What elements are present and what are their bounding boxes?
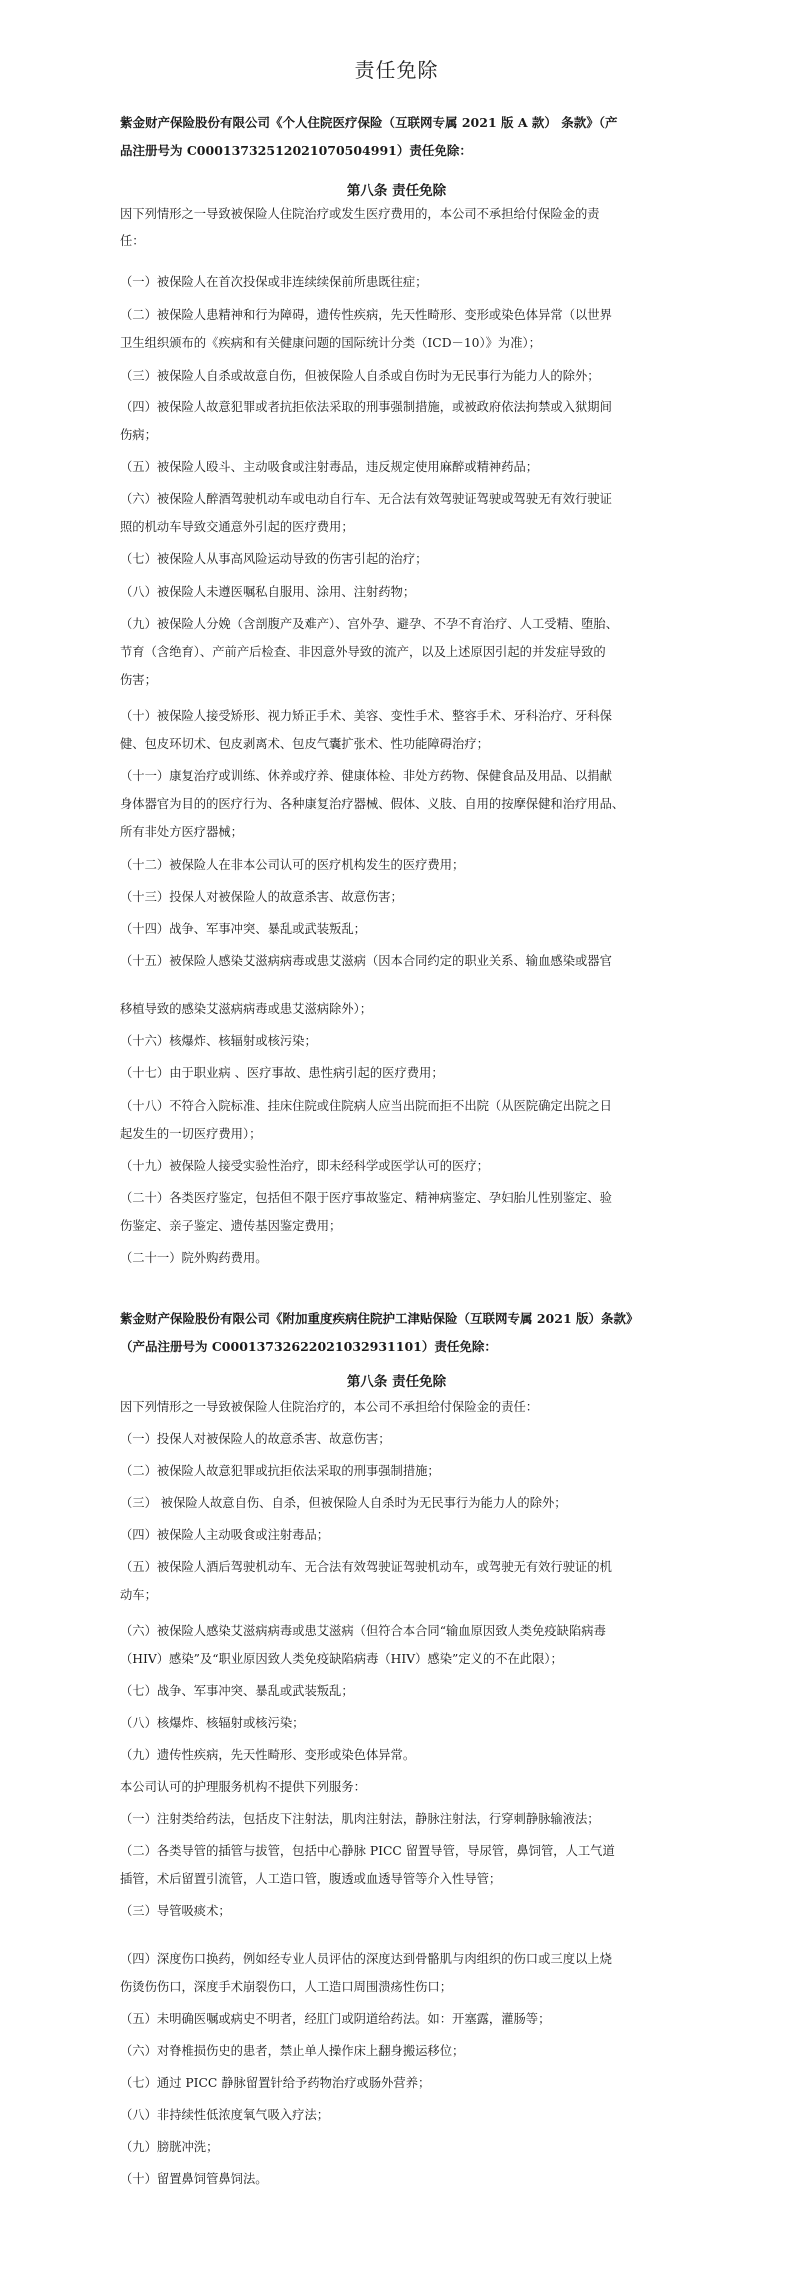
section-2-line: （六）被保险人感染艾滋病病毒或患艾滋病（但符合本合同“输血原因致人类免疫缺陷病毒	[120, 1624, 606, 1638]
section-2-line: （一）投保人对被保险人的故意杀害、故意伤害；	[120, 1432, 391, 1446]
section-2-line: 插管，术后留置引流管，人工造口管，腹透或血透导管等介入性导管；	[120, 1872, 502, 1886]
section-2-line: （一）注射类给药法，包括皮下注射法，肌肉注射法，静脉注射法，行穿刺静脉输液法；	[120, 1812, 600, 1826]
section-2-line: （三） 被保险人故意自伤、自杀，但被保险人自杀时为无民事行为能力人的除外；	[120, 1496, 567, 1510]
section-1-line: 因下列情形之一导致被保险人住院治疗或发生医疗费用的，本公司不承担给付保险金的责	[120, 207, 600, 221]
section-1-line: （十）被保险人接受矫形、视力矫正手术、美容、变性手术、整容手术、牙科治疗、牙科保	[120, 709, 612, 723]
section-1-line: （九）被保险人分娩（含剖腹产及难产）、宫外孕、避孕、不孕不育治疗、人工受精、堕胎、	[120, 617, 619, 631]
section-1-line: （十八）不符合入院标准、挂床住院或住院病人应当出院而拒不出院（从医院确定出院之日	[120, 1099, 612, 1113]
section-2-line: （九）膀胱冲洗；	[120, 2140, 219, 2154]
section-1-line: （十三）投保人对被保险人的故意杀害、故意伤害；	[120, 890, 403, 904]
section-1-line: （六）被保险人醉酒驾驶机动车或电动自行车、无合法有效驾驶证驾驶或驾驶无有效行驶证	[120, 492, 612, 506]
section-1-line: 节育（含绝育）、产前产后检查、非因意外导致的流产，以及上述原因引起的并发症导致的	[120, 645, 606, 659]
section-1-line: （十四）战争、军事冲突、暴乱或武装叛乱；	[120, 922, 366, 936]
section-1-line: （十五）被保险人感染艾滋病病毒或患艾滋病（因本合同约定的职业关系、输血感染或器官	[120, 954, 612, 968]
section-1-line: （十九）被保险人接受实验性治疗，即未经科学或医学认可的医疗；	[120, 1159, 489, 1173]
section-1-line: 伤鉴定、亲子鉴定、遗传基因鉴定费用；	[120, 1219, 342, 1233]
section-1-heading-line: 紫金财产保险股份有限公司《个人住院医疗保险（互联网专属 2021 版 A 款） 条款》（产	[120, 115, 618, 130]
section-2-line: （四）被保险人主动吸食或注射毒品；	[120, 1528, 330, 1542]
section-1-line: （二）被保险人患精神和行为障碍，遗传性疾病，先天性畸形、变形或染色体异常（以世界	[120, 308, 612, 322]
section-2-line: （四）深度伤口换药，例如经专业人员评估的深度达到骨骼肌与肉组织的伤口或三度以上烧	[120, 1952, 612, 1966]
section-1-line: （一）被保险人在首次投保或非连续续保前所患既往症；	[120, 275, 428, 289]
section-2-line: （九）遗传性疾病，先天性畸形、变形或染色体异常。	[120, 1748, 416, 1762]
section-1-line: （三）被保险人自杀或故意自伤，但被保险人自杀或自伤时为无民事行为能力人的除外；	[120, 369, 600, 383]
section-2-line: 伤烫伤伤口，深度手术崩裂伤口，人工造口周围溃疡性伤口；	[120, 1980, 453, 1994]
section-1-line: 所有非处方医疗器械；	[120, 825, 243, 839]
page-title: 责任免除	[354, 58, 439, 82]
section-2-line: （HIV）感染”及“职业原因致人类免疫缺陷病毒（HIV）感染”定义的不在此限）；	[120, 1652, 563, 1666]
section-1-line: 身体器官为目的的医疗行为、各种康复治疗器械、假体、义肢、自用的按摩保健和治疗用品、	[120, 797, 625, 811]
section-1-line: （四）被保险人故意犯罪或者抗拒依法采取的刑事强制措施，或被政府依法拘禁或入狱期间	[120, 400, 612, 414]
section-1-line: （十二）被保险人在非本公司认可的医疗机构发生的医疗费用；	[120, 858, 465, 872]
section-1-line: 移植导致的感染艾滋病病毒或患艾滋病除外）；	[120, 1002, 373, 1016]
section-1-line: 健、包皮环切术、包皮剥离术、包皮气囊扩张术、性功能障碍治疗；	[120, 737, 489, 751]
section-2-line: （六）对脊椎损伤史的患者，禁止单人操作床上翻身搬运移位；	[120, 2044, 465, 2058]
section-1-line: 起发生的一切医疗费用）；	[120, 1127, 262, 1141]
section-2-line: （八）非持续性低浓度氧气吸入疗法；	[120, 2108, 330, 2122]
section-1-heading-line: 品注册号为 C00013732512021070504991）责任免除：	[120, 143, 472, 158]
section-2-article-title: 第八条 责任免除	[346, 1374, 447, 1390]
section-2-line: 本公司认可的护理服务机构不提供下列服务：	[120, 1780, 366, 1794]
section-2-heading-line: （产品注册号为 C00013732622021032931101）责任免除：	[120, 1339, 497, 1354]
section-2-line: （二）被保险人故意犯罪或抗拒依法采取的刑事强制措施；	[120, 1464, 440, 1478]
section-1-line: （七）被保险人从事高风险运动导致的伤害引起的治疗；	[120, 552, 428, 566]
section-2-line: （二）各类导管的插管与拔管，包括中心静脉 PICC 留置导管，导尿管，鼻饲管，人工气道	[120, 1844, 615, 1858]
section-2-line: 动车；	[120, 1588, 157, 1602]
section-1-line: （二十）各类医疗鉴定，包括但不限于医疗事故鉴定、精神病鉴定、孕妇胎儿性别鉴定、验	[120, 1191, 612, 1205]
section-1-line: 照的机动车导致交通意外引起的医疗费用；	[120, 520, 354, 534]
section-2-heading-line: 紫金财产保险股份有限公司《附加重度疾病住院护工津贴保险（互联网专属 2021 版）条款》	[120, 1311, 639, 1326]
section-2-line: （五）未明确医嘱或病史不明者，经肛门或阴道给药法。如：开塞露，灌肠等；	[120, 2012, 551, 2026]
section-1-line: （十六）核爆炸、核辐射或核污染；	[120, 1034, 317, 1048]
section-1-article-title: 第八条 责任免除	[346, 183, 447, 199]
section-1-line: （二十一）院外购药费用。	[120, 1251, 268, 1265]
section-1-line: 任：	[120, 234, 145, 248]
section-2-line: （十）留置鼻饲管鼻饲法。	[120, 2172, 268, 2186]
section-1-line: （十七）由于职业病 、医疗事故、患性病引起的医疗费用；	[120, 1066, 444, 1080]
section-2-line: （三）导管吸痰术；	[120, 1904, 231, 1918]
section-2-line: （七）战争、军事冲突、暴乱或武装叛乱；	[120, 1684, 354, 1698]
section-2-line: 因下列情形之一导致被保险人住院治疗的，本公司不承担给付保险金的责任：	[120, 1400, 539, 1414]
section-2-line: （八）核爆炸、核辐射或核污染；	[120, 1716, 305, 1730]
section-1-line: （八）被保险人未遵医嘱私自服用、涂用、注射药物；	[120, 585, 416, 599]
section-1-line: （十一）康复治疗或训练、休养或疗养、健康体检、非处方药物、保健食品及用品、以捐献	[120, 769, 612, 783]
section-1-line: （五）被保险人殴斗、主动吸食或注射毒品，违反规定使用麻醉或精神药品；	[120, 460, 539, 474]
section-1-line: 伤害；	[120, 673, 157, 687]
section-1-line: 伤病；	[120, 428, 157, 442]
section-1-line: 卫生组织颁布的《疾病和有关健康问题的国际统计分类（ICD－10）》为准）；	[120, 336, 541, 350]
section-2-line: （五）被保险人酒后驾驶机动车、无合法有效驾驶证驾驶机动车，或驾驶无有效行驶证的机	[120, 1560, 612, 1574]
section-2-line: （七）通过 PICC 静脉留置针给予药物治疗或肠外营养；	[120, 2076, 431, 2090]
